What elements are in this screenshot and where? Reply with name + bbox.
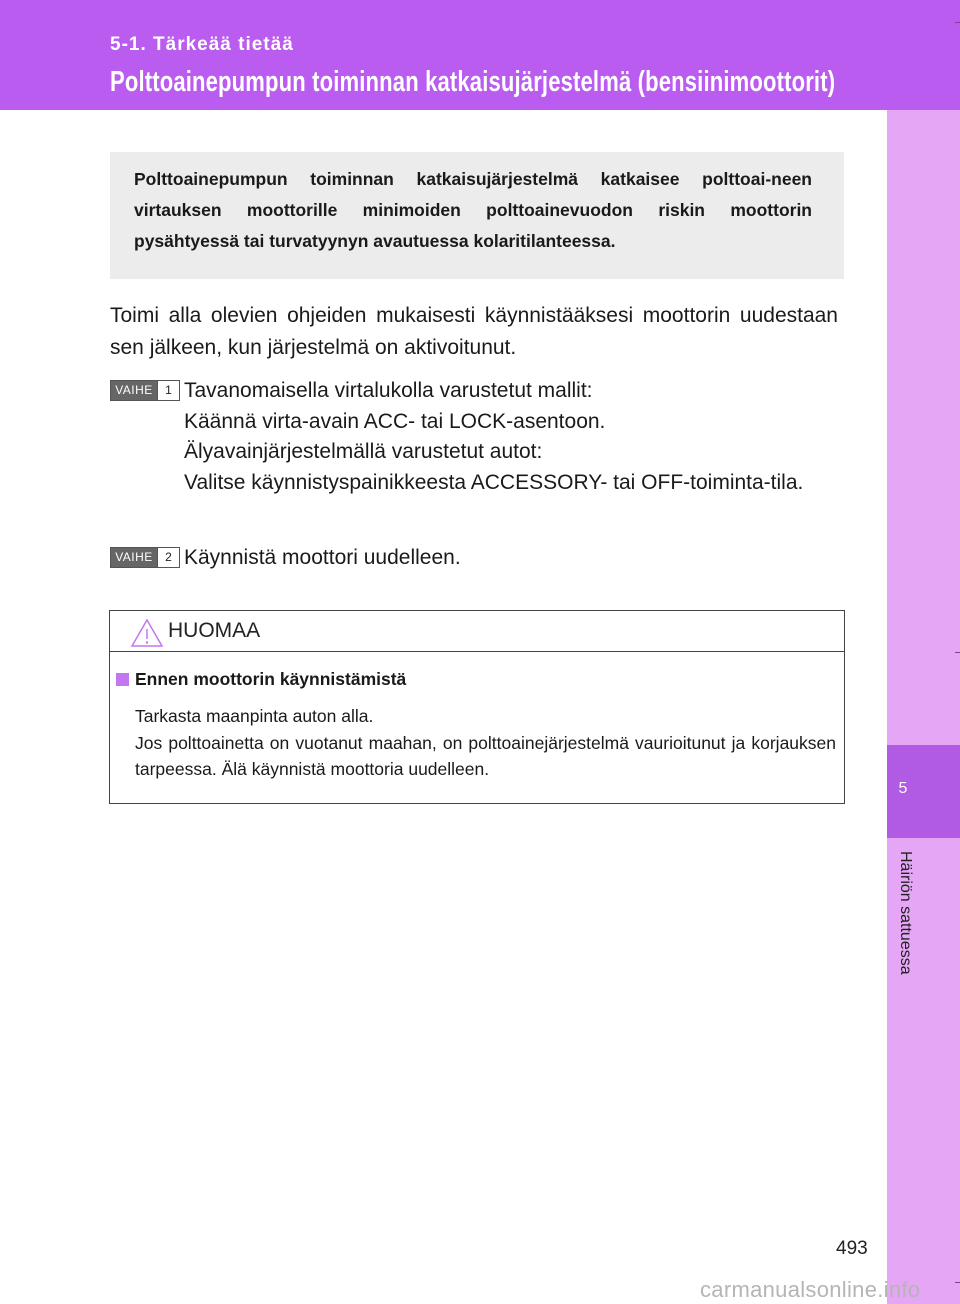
step-line: Älyavainjärjestelmällä varustetut autot: — [184, 440, 543, 463]
chapter-number: 5 — [898, 780, 908, 797]
side-strip-top — [887, 0, 960, 110]
notice-box — [109, 610, 845, 804]
step-badge-label: VAIHE — [111, 381, 157, 400]
body-paragraph: Toimi alla olevien ohjeiden mukaisesti käynnistääksesi moottorin uudestaan sen jälkeen, kun järjestelmä on aktivoitunut. — [110, 304, 838, 359]
chapter-title: Häiriön sattuessa — [897, 851, 914, 975]
step-badge-label: VAIHE — [111, 548, 157, 567]
page-title: Polttoainepumpun toiminnan katkaisujärjestelmä (bensiinimoottorit) — [110, 66, 836, 98]
step-line: Valitse käynnistyspainikkeesta ACCESSORY- tai OFF-toiminta-tila. — [184, 470, 804, 494]
step-badge-number: 2 — [157, 548, 179, 567]
notice-subheading-text: Ennen moottorin käynnistämistä — [135, 669, 407, 689]
step-badge-1 — [110, 380, 180, 401]
notice-line: Jos polttoainetta on vuotanut maahan, on polttoainejärjestelmä vaurioitunut ja korjauksen tarpeessa. Älä käynnistä moottoria uudelleen. — [135, 732, 836, 779]
page-number: 493 — [836, 1238, 868, 1259]
warning-icon — [130, 618, 164, 653]
square-bullet-icon — [116, 673, 129, 686]
step-line: Käännä virta-avain ACC- tai LOCK-asentoon. — [184, 409, 606, 433]
section-label: 5-1. Tärkeää tietää — [110, 34, 294, 55]
notice-line: Tarkasta maanpinta auton alla. — [135, 706, 374, 726]
trim-tick — [955, 22, 960, 23]
step-badge-number: 1 — [157, 381, 179, 400]
side-strip — [887, 0, 960, 1304]
notice-title: HUOMAA — [168, 619, 261, 642]
step-2-text — [184, 543, 838, 574]
watermark: carmanualsonline.info — [700, 1277, 921, 1302]
trim-tick — [955, 1282, 960, 1283]
step-line: Käynnistä moottori uudelleen. — [184, 546, 461, 569]
notice-body — [135, 703, 836, 783]
intro-text: Polttoainepumpun toiminnan katkaisujärjestelmä katkaisee polttoai-neen virtauksen moottorille minimoiden polttoainevuodon riskin moottorin pysähtyessä tai turvatyynyn avautuessa kolaritilanteessa. — [134, 169, 812, 251]
trim-tick — [955, 652, 960, 653]
step-1-text — [184, 376, 838, 498]
step-badge-2 — [110, 547, 180, 568]
notice-subheading — [116, 669, 406, 690]
step-line: Tavanomaisella virtalukolla varustetut mallit: — [184, 379, 593, 402]
notice-header — [110, 611, 844, 652]
